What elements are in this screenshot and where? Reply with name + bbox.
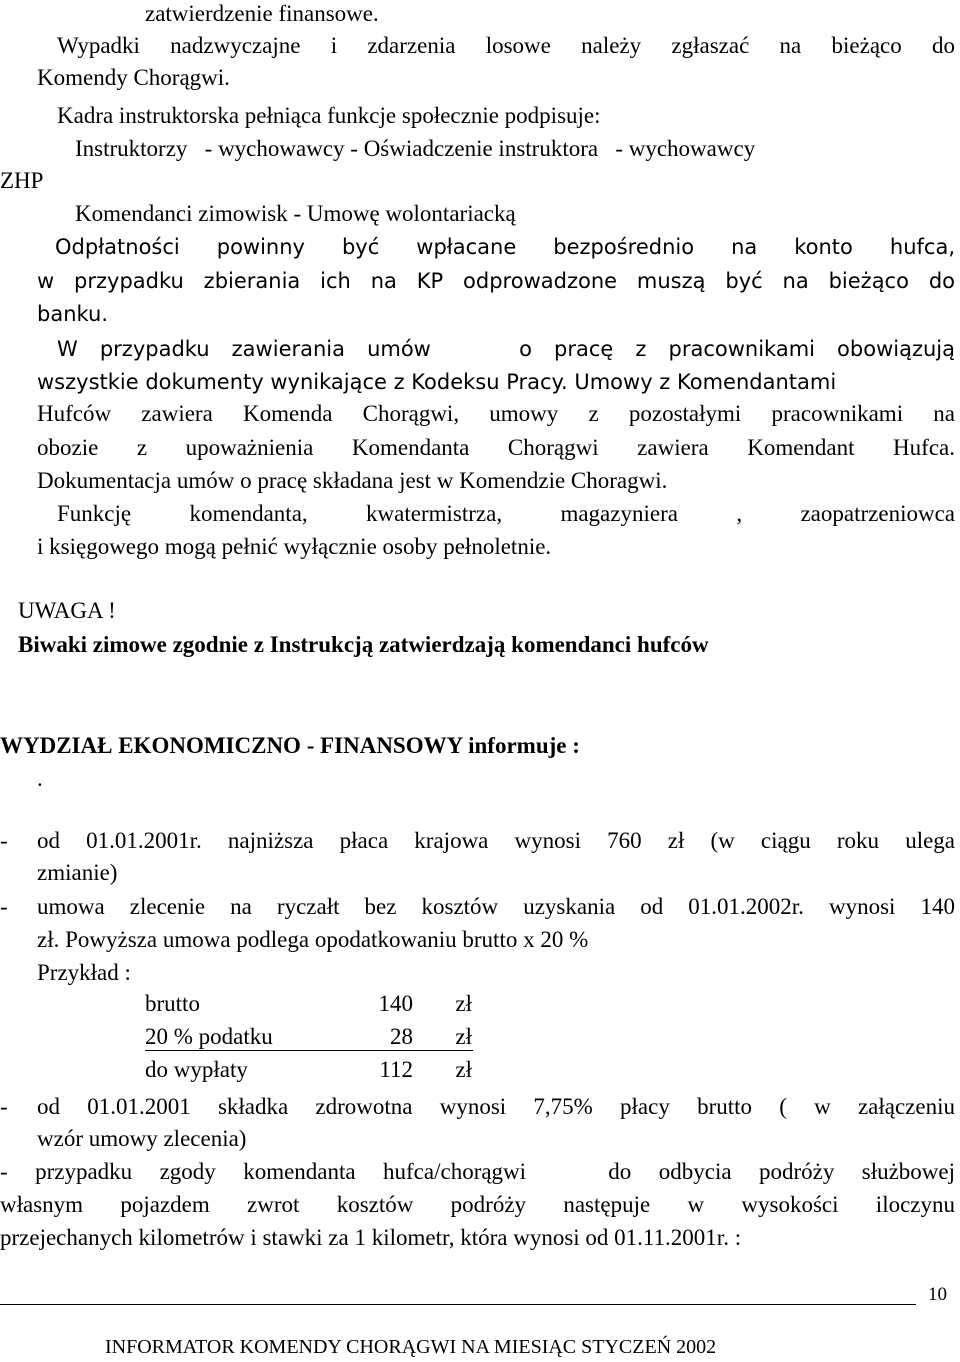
text-line: Funkcję komendanta, kwatermistrza, magazyniera , zaopatrzeniowca <box>57 501 955 526</box>
text-line: - przypadku zgody komendanta hufca/chorągwi do odbycia podróży służbowej <box>0 1159 955 1184</box>
text-line: zatwierdzenie finansowe. <box>145 1 379 26</box>
example-currency: zł <box>455 1024 472 1049</box>
bullet-dash: - <box>0 894 8 919</box>
list-item <box>0 827 955 887</box>
text-line: własnym pojazdem zwrot kosztów podróży następuje w wysokości iloczynu <box>0 1192 955 1217</box>
text-line: w przypadku zbierania ich na KP odprowadzone muszą być na bieżąco do <box>37 269 955 293</box>
list-item <box>0 1093 955 1153</box>
text-line: Kadra instruktorska pełniąca funkcje społecznie podpisuje: <box>57 103 601 128</box>
example-row-gross <box>145 991 475 1019</box>
footer-rule <box>0 1304 916 1305</box>
example-currency: zł <box>455 991 472 1016</box>
notice-text: Biwaki zimowe zgodnie z Instrukcją zatwierdzają komendanci hufców <box>18 632 709 657</box>
example-currency: zł <box>455 1057 472 1082</box>
text-line: Instruktorzy - wychowawcy - Oświadczenie instruktora - wychowawcy <box>75 136 756 161</box>
text-line: Wypadki nadzwyczajne i zdarzenia losowe należy zgłaszać na bieżąco do <box>57 33 955 58</box>
example-label: do wypłaty <box>145 1057 248 1082</box>
text-line: przejechanych kilometrów i stawki za 1 kilometr, która wynosi od 01.11.2001r. : <box>0 1225 742 1250</box>
example-row-net <box>145 1057 475 1085</box>
list-item-text: zł. Powyższa umowa podlega opodatkowaniu brutto x 20 % <box>37 927 589 952</box>
list-item-text: wzór umowy zlecenia) <box>37 1126 247 1151</box>
example-label: brutto <box>145 991 200 1016</box>
bullet-dash: - <box>0 828 8 853</box>
text-line: obozie z upoważnienia Komendanta Chorągwi zawiera Komendant Hufca. <box>37 435 955 460</box>
list-item-text: od 01.01.2001r. najniższa płaca krajowa wynosi 760 zł (w ciągu roku ulega <box>37 828 955 853</box>
text-line: Komendanci zimowisk - Umowę wolontariacką <box>75 201 516 226</box>
text-line: wszystkie dokumenty wynikające z Kodeksu Pracy. Umowy z Komendantami <box>37 370 837 394</box>
text-line: Odpłatności powinny być wpłacane bezpośrednio na konto hufca, <box>55 235 955 259</box>
text-line: i księgowego mogą pełnić wyłącznie osoby pełnoletnie. <box>37 534 552 559</box>
example-underline <box>145 1050 473 1051</box>
list-item-text: zmianie) <box>37 860 118 885</box>
text-line: Dokumentacja umów o pracę składana jest w Komendzie Choragwi. <box>37 468 668 493</box>
text-line: banku. <box>37 302 109 326</box>
list-item-text: umowa zlecenie na ryczałt bez kosztów uzyskania od 01.01.2002r. wynosi 140 <box>37 894 955 919</box>
text-line: Komendy Chorągwi. <box>37 65 230 90</box>
text-line: . <box>37 766 43 791</box>
list-item <box>0 893 955 985</box>
example-amount: 28 <box>390 1024 413 1049</box>
notice-heading: UWAGA ! <box>18 598 116 623</box>
text-line: Hufców zawiera Komenda Chorągwi, umowy z pozostałymi pracownikami na <box>37 401 955 426</box>
example-row-tax <box>145 1024 475 1052</box>
example-amount: 112 <box>379 1057 413 1082</box>
list-item-text: Przykład : <box>37 960 131 985</box>
bullet-dash: - <box>0 1094 8 1119</box>
example-amount: 140 <box>378 991 413 1016</box>
section-heading: WYDZIAŁ EKONOMICZNO - FINANSOWY informuje : <box>0 733 580 758</box>
text-line: W przypadku zawierania umów o pracę z pracownikami obowiązują <box>57 337 955 361</box>
example-label: 20 % podatku <box>145 1024 273 1049</box>
list-item-text: od 01.01.2001 składka zdrowotna wynosi 7,75% płacy brutto ( w załączeniu <box>37 1094 955 1119</box>
text-line: ZHP <box>0 168 44 193</box>
footer-title: INFORMATOR KOMENDY CHORĄGWI NA MIESIĄC STYCZEŃ 2002 <box>105 1336 717 1358</box>
page-number: 10 <box>928 1284 947 1305</box>
